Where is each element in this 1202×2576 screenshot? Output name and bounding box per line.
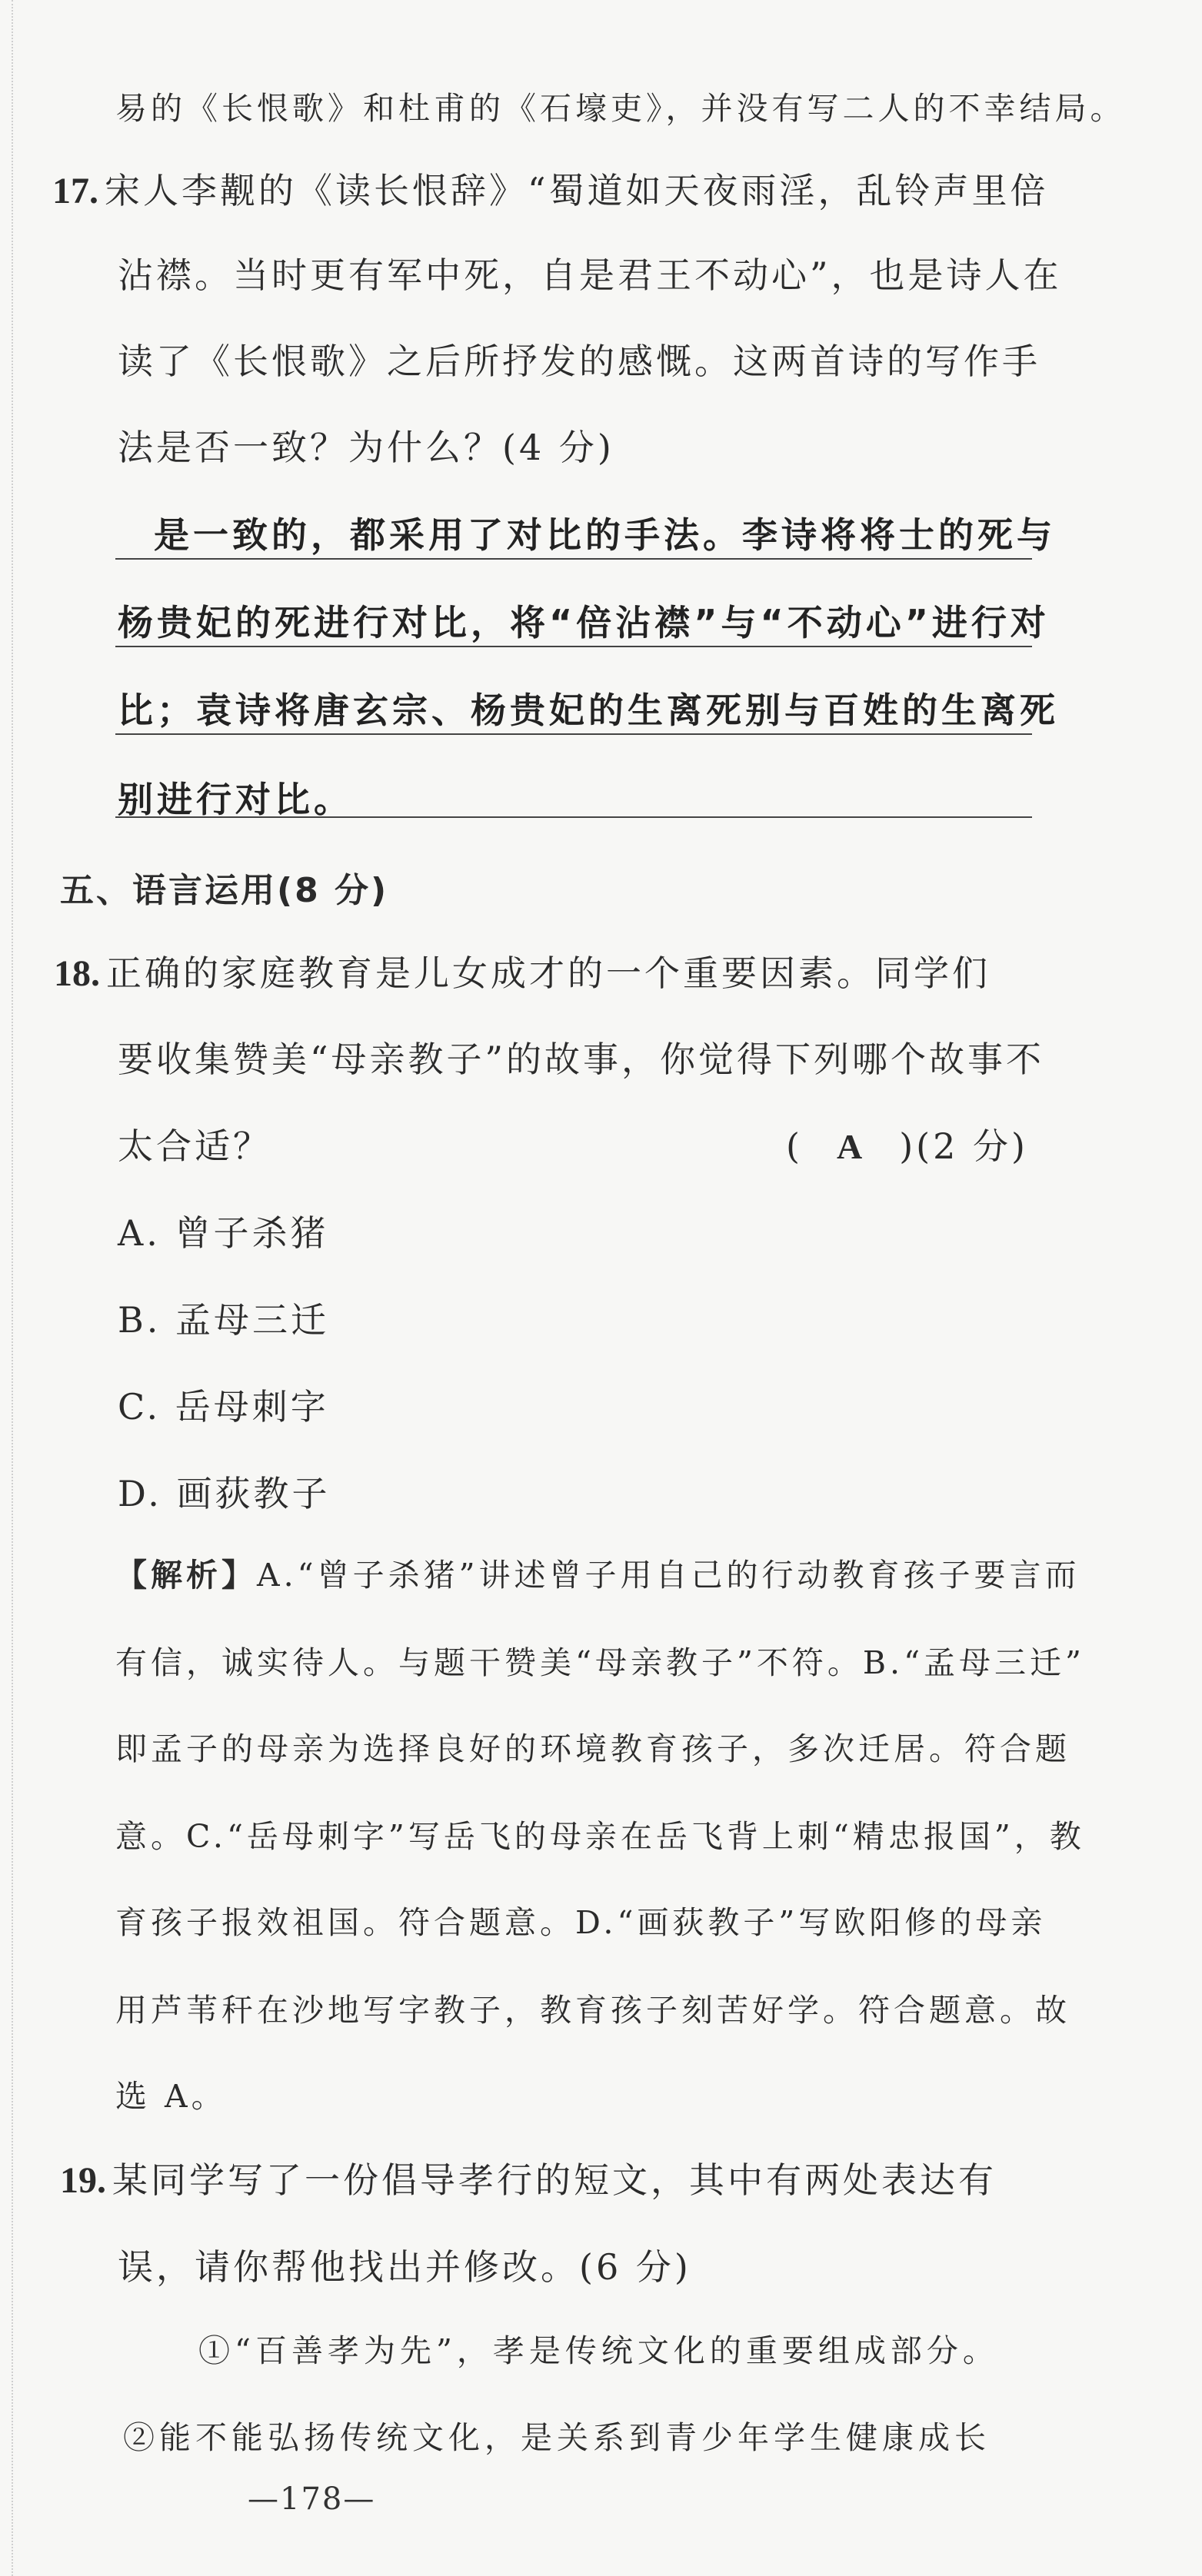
analysis-line-1: 【解析】A.“曾子杀猪”讲述曾子用自己的行动教育孩子要言而 bbox=[115, 1557, 1080, 1594]
question-number: 17. bbox=[52, 171, 98, 211]
q17-line-3: 读了《长恨歌》之后所抒发的感慨。这两首诗的写作手 bbox=[118, 341, 1041, 382]
selected-answer: A bbox=[836, 1127, 866, 1166]
analysis-line-5: 育孩子报效祖国。符合题意。D.“画荻教子”写欧阳修的母亲 bbox=[115, 1904, 1047, 1941]
continuation-line: 易的《长恨歌》和杜甫的《石壕吏》，并没有写二人的不幸结局。 bbox=[115, 90, 1126, 127]
q17-answer-line-1: 是一致的，都采用了对比的手法。李诗将将士的死与 bbox=[154, 514, 1056, 556]
analysis-line-3: 即孟子的母亲为选择良好的环境教育孩子，多次迁居。符合题 bbox=[115, 1730, 1070, 1767]
q18-line-3: 太合适？ bbox=[118, 1125, 271, 1167]
passage-line-2: ②能不能弘扬传统文化，是关系到青少年学生健康成长 bbox=[123, 2419, 991, 2456]
q17-line-1: 17. 宋人李觏的《读长恨辞》“蜀道如天夜雨淫，乱铃声里倍 bbox=[52, 170, 1049, 211]
page-number: —178— bbox=[248, 2481, 376, 2517]
analysis-tag: 【解析】 bbox=[115, 1557, 257, 1594]
q17-line-2: 沾襟。当时更有军中死，自是君王不动心”，也是诗人在 bbox=[118, 254, 1062, 296]
section-title: 五、语言运用(8 分) bbox=[60, 871, 389, 910]
question-number: 18. bbox=[54, 953, 100, 994]
analysis-line-2: 有信，诚实待人。与题干赞美“母亲教子”不符。B.“孟母三迁” bbox=[115, 1644, 1086, 1681]
q17-answer-line-4: 别进行对比。 bbox=[118, 779, 353, 820]
option-b: B. 孟母三迁 bbox=[118, 1299, 330, 1341]
q18-line-1: 18. 正确的家庭教育是儿女成才的一个重要因素。同学们 bbox=[54, 952, 991, 994]
analysis-line-4: 意。C.“岳母刺字”写岳飞的母亲在岳飞背上刺“精忠报国”，教 bbox=[115, 1818, 1085, 1855]
answer-rule bbox=[115, 558, 1032, 560]
answer-rule bbox=[115, 733, 1032, 735]
q17-line-4: 法是否一致？为什么？(4 分) bbox=[118, 427, 614, 468]
option-d: D. 画荻教子 bbox=[118, 1473, 331, 1514]
q19-line-2: 误，请你帮他找出并修改。(6 分) bbox=[118, 2246, 691, 2288]
answer-bracket: ( A )(2 分) bbox=[786, 1125, 1028, 1167]
option-a: A. 曾子杀猪 bbox=[118, 1212, 329, 1254]
analysis-line-6: 用芦苇秆在沙地写字教子，教育孩子刻苦好学。符合题意。故 bbox=[115, 1992, 1070, 2029]
q17-answer-line-3: 比；袁诗将唐玄宗、杨贵妃的生离死别与百姓的生离死 bbox=[118, 690, 1059, 731]
question-number: 19. bbox=[60, 2160, 106, 2201]
answer-rule bbox=[115, 646, 1032, 647]
passage-line-1: ①“百善孝为先”，孝是传统文化的重要组成部分。 bbox=[198, 2332, 999, 2369]
q18-line-2: 要收集赞美“母亲教子”的故事，你觉得下列哪个故事不 bbox=[118, 1039, 1045, 1080]
option-c: C. 岳母刺字 bbox=[118, 1386, 329, 1428]
q17-answer-line-2: 杨贵妃的死进行对比，将“倍沾襟”与“不动心”进行对 bbox=[118, 602, 1050, 643]
answer-rule bbox=[115, 816, 1032, 818]
analysis-line-7: 选 A。 bbox=[115, 2078, 227, 2115]
margin-rule bbox=[12, 0, 13, 2576]
q19-line-1: 19. 某同学写了一份倡导孝行的短文，其中有两处表达有 bbox=[60, 2159, 997, 2201]
